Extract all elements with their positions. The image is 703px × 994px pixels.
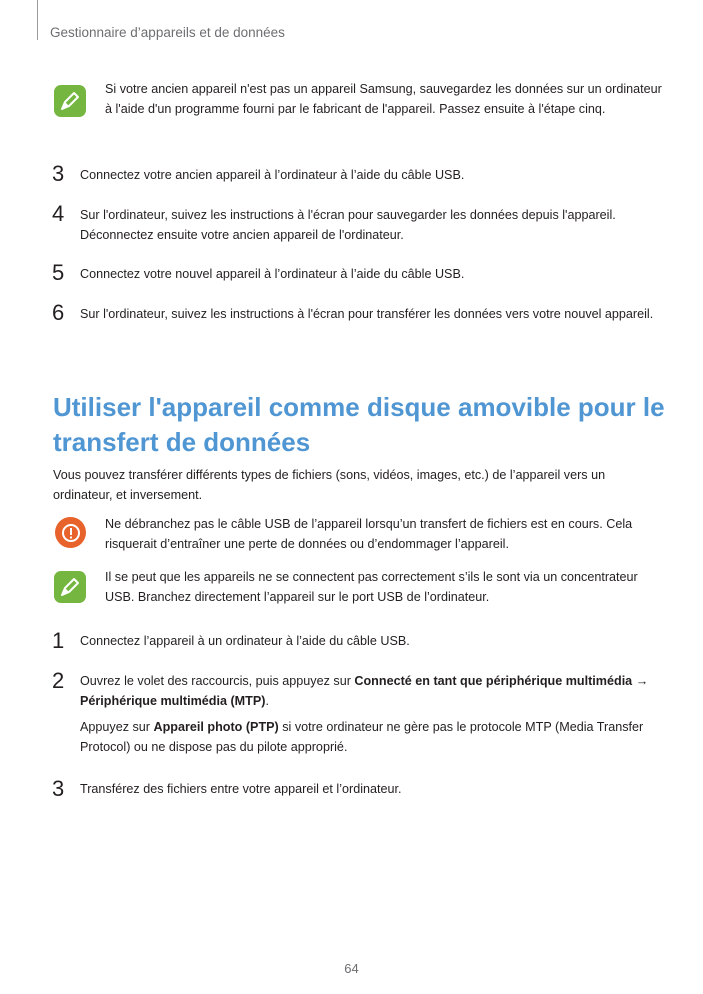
step-text [80,672,660,711]
step-text: Sur l'ordinateur, suivez les instructions à l'écran pour transférer les données vers votre nouvel appareil. [80,307,654,321]
note-icon [54,85,86,117]
step-text: Transférez des fichiers entre votre appareil et l’ordinateur. [80,782,402,796]
step-text: Connectez votre nouvel appareil à l’ordinateur à l’aide du câble USB. [80,267,465,281]
note-icon [54,571,86,603]
caution-text: Ne débranchez pas le câble USB de l’appareil lorsqu’un transfert de fichiers est en cours. Cela risquerait d’entraîner une perte de données ou d’endommager l’appareil. [105,517,633,551]
step-number: 3 [52,776,65,801]
step-subtext [80,718,660,757]
running-header: Gestionnaire d’appareils et de données [50,25,285,40]
page-number: 64 [344,961,359,976]
section-intro: Vous pouvez transférer différents types de fichiers (sons, vidéos, images, etc.) de l’appareil vers un ordinateur, et inversement. [53,468,606,502]
step-number: 6 [52,300,65,325]
step-number: 1 [52,628,65,653]
step-number: 3 [52,161,65,186]
step-text-part: . [265,693,269,708]
step-text: Sur l'ordinateur, suivez les instructions à l'écran pour sauvegarder les données depuis l'appareil. Déconnectez ensuite votre ancien appareil de l'ordinateur. [80,208,616,242]
step-text: Connectez l’appareil à un ordinateur à l’aide du câble USB. [80,634,410,648]
step-text-part: Appuyez sur [80,720,154,734]
step-text-part: si votre ordinateur ne gère pas le protocole MTP (Media Transfer Protocol) ou ne dispose pas du pilote approprié. [80,720,644,754]
header-rule [37,0,38,40]
step-text: Connectez votre ancien appareil à l’ordinateur à l’aide du câble USB. [80,168,465,182]
arrow-separator: → [632,674,649,688]
menu-option-label: Appareil photo (PTP) [153,720,279,734]
menu-option-label: Périphérique multimédia (MTP) [80,693,266,708]
step-number: 2 [52,668,65,693]
note-text: Il se peut que les appareils ne se connectent pas correctement s’ils le sont via un concentrateur USB. Branchez directement l’appareil sur le port USB de l’ordinateur. [105,570,638,604]
note-pencil-icon [59,90,81,112]
note-pencil-icon [59,576,81,598]
caution-icon [55,517,86,548]
step-number: 4 [52,201,65,226]
menu-option-label: Connecté en tant que périphérique multimédia [354,674,633,688]
step-text-part: Ouvrez le volet des raccourcis, puis appuyez sur [80,674,355,688]
step-number: 5 [52,260,65,285]
section-title: Utiliser l'appareil comme disque amovible pour le transfert de données [53,392,665,457]
exclamation-icon [61,523,81,543]
note-text: Si votre ancien appareil n'est pas un appareil Samsung, sauvegardez les données sur un ordinateur à l'aide d'un programme fourni par le fabricant de l'appareil. Passez ensuite à l'étape cinq. [105,82,662,116]
